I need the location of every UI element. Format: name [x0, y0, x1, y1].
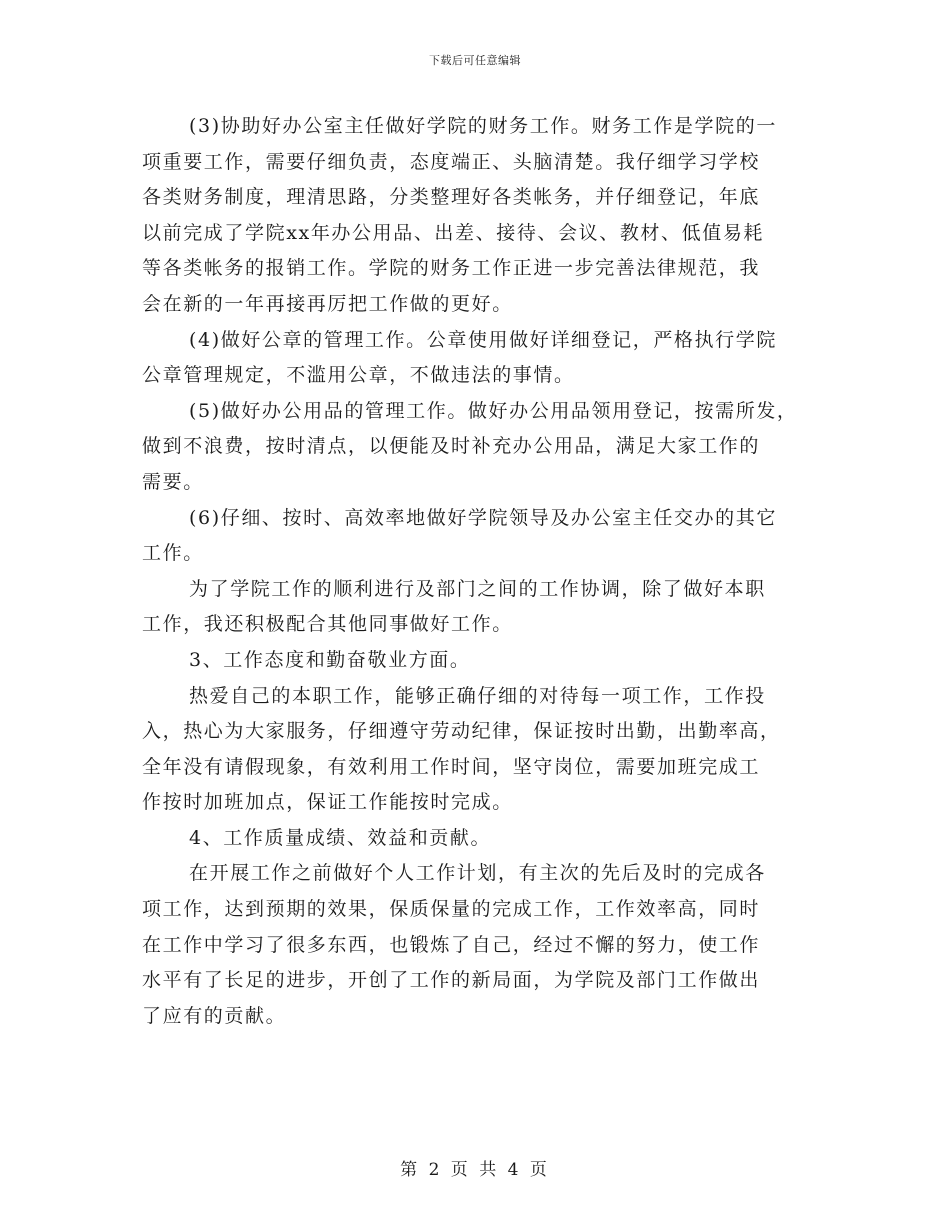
- text-line: 等各类帐务的报销工作。学院的财务工作正进一步完善法律规范，我: [142, 257, 761, 280]
- text-line: 工作，我还积极配合其他同事做好工作。: [142, 613, 513, 636]
- page-footer: 第 2 页 共 4 页: [400, 1160, 550, 1180]
- text-line: 公章管理规定，不滥用公章，不做违法的事情。: [142, 364, 575, 387]
- document-body: [142, 109, 832, 1034]
- text-line: 全年没有请假现象，有效利用工作时间，坚守岗位，需要加班完成工: [142, 755, 761, 778]
- text-line: 水平有了长足的进步，开创了工作的新局面，为学院及部门工作做出: [142, 969, 761, 992]
- text-line: 各类财务制度，理清思路，分类整理好各类帐务，并仔细登记，年底: [142, 186, 761, 209]
- text-line: 为了学院工作的顺利进行及部门之间的工作协调，除了做好本职: [189, 577, 766, 600]
- text-line: 了应有的贡献。: [142, 1004, 287, 1027]
- text-line: 工作。: [142, 542, 204, 565]
- text-line: 会在新的一年再接再厉把工作做的更好。: [142, 292, 513, 315]
- text-line: (3)协助好办公室主任做好学院的财务工作。财务工作是学院的一: [189, 115, 777, 137]
- text-line: 热爱自己的本职工作，能够正确仔细的对待每一项工作，工作投: [189, 684, 766, 707]
- text-line: 以前完成了学院xx年办公用品、出差、接待、会议、教材、低值易耗: [142, 221, 765, 244]
- text-line: 作按时加班加点，保证工作能按时完成。: [142, 791, 513, 814]
- page-header: 下载后可任意编辑: [429, 54, 521, 67]
- text-line: 3、工作态度和勤奋敬业方面。: [189, 648, 471, 671]
- text-line: 4、工作质量成绩、效益和贡献。: [189, 826, 492, 849]
- text-line: 入，热心为大家服务，仔细遵守劳动纪律，保证按时出勤，出勤率高，: [142, 720, 781, 743]
- text-line: (5)做好办公用品的管理工作。做好办公用品领用登记，按需所发，: [189, 399, 798, 422]
- text-line: (6)仔细、按时、高效率地做好学院领导及办公室主任交办的其它: [189, 506, 777, 529]
- text-line: 在开展工作之前做好个人工作计划，有主次的先后及时的完成各: [189, 862, 766, 885]
- text-line: 在工作中学习了很多东西，也锻炼了自己，经过不懈的努力，使工作: [142, 933, 761, 956]
- text-line: 做到不浪费，按时清点，以便能及时补充办公用品，满足大家工作的: [142, 435, 761, 458]
- text-line: (4)做好公章的管理工作。公章使用做好详细登记，严格执行学院: [189, 328, 777, 351]
- text-line: 项工作，达到预期的效果，保质保量的完成工作，工作效率高，同时: [142, 898, 761, 921]
- text-line: 项重要工作，需要仔细负责，态度端正、头脑清楚。我仔细学习学校: [142, 150, 761, 173]
- text-line: 需要。: [142, 470, 204, 493]
